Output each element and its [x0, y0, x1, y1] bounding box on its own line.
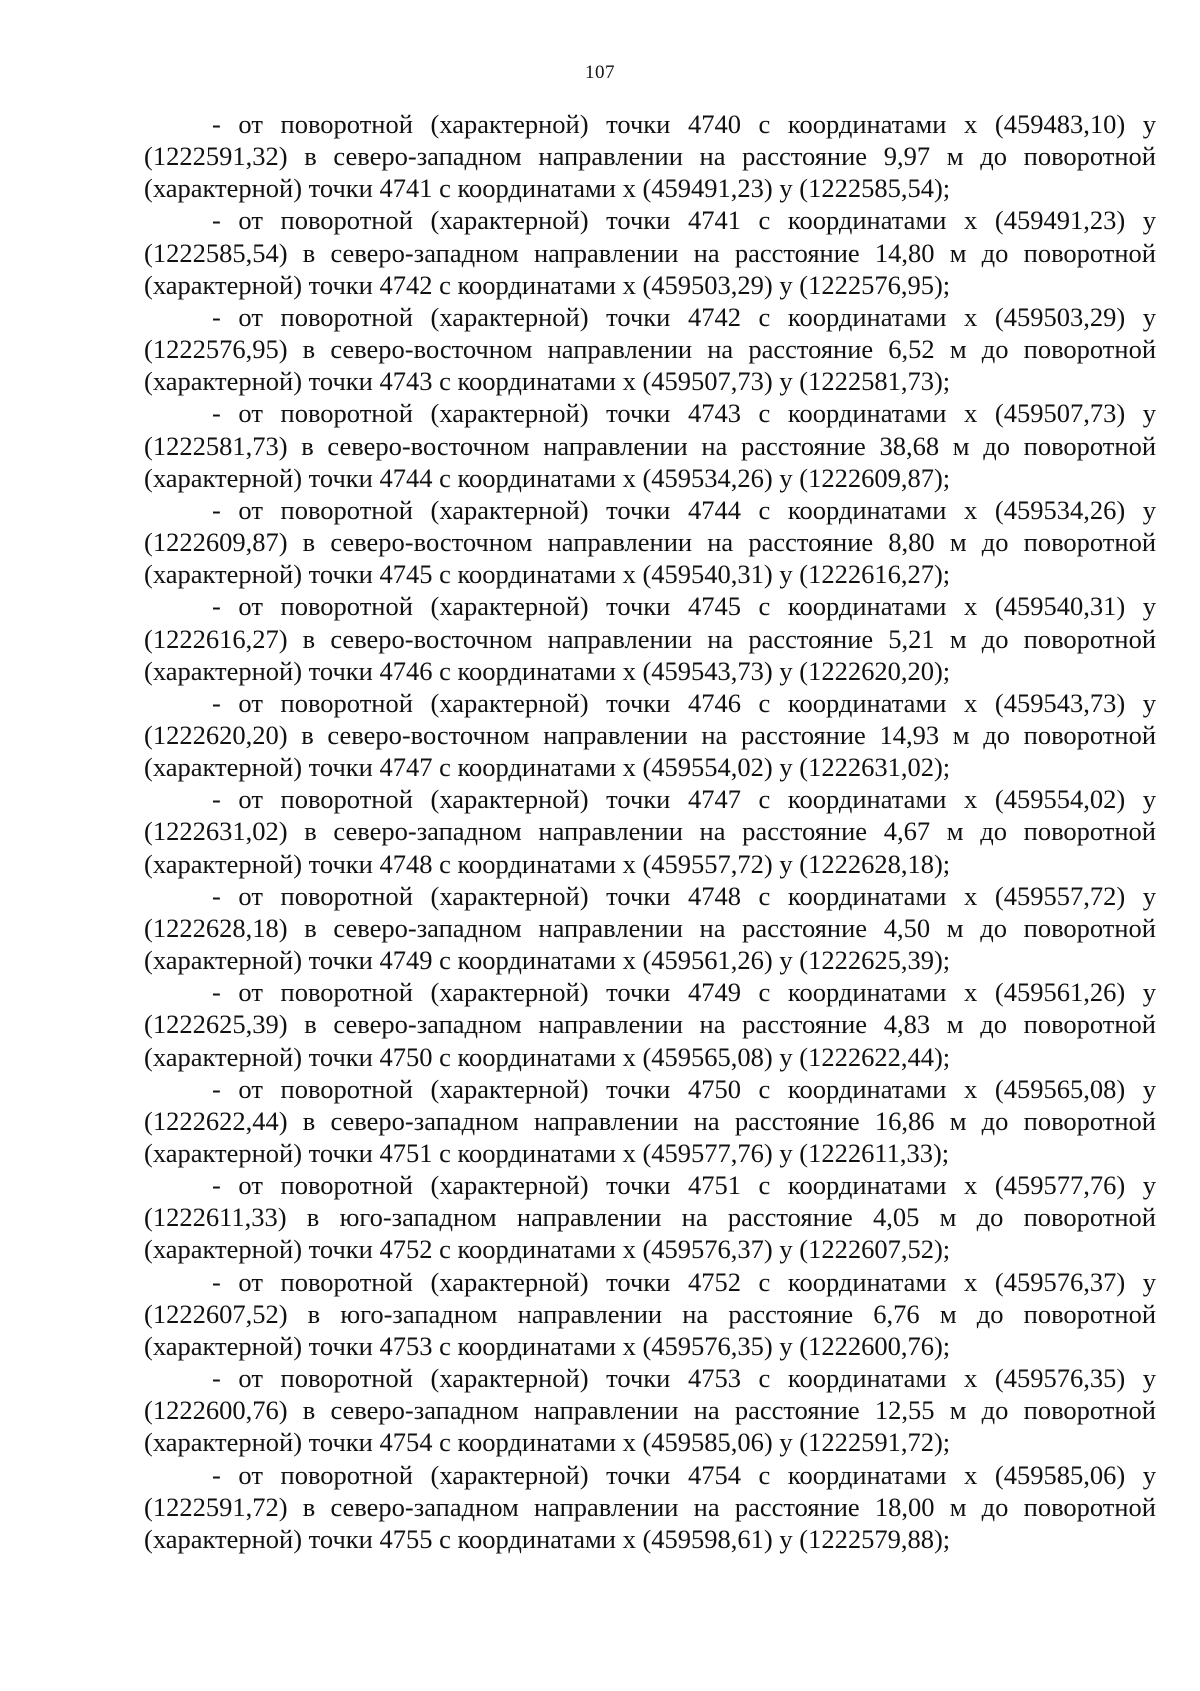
boundary-segment-paragraph: - от поворотной (характерной) точки 4741 с координатами x (459491,23) y (1222585,54) в северо-западном направлении на расстояние 14,80 м до поворотной (характерной) точки 4742 с координатами x (459503,29) y (1222576,95);	[144, 205, 1156, 300]
document-body	[144, 108, 1156, 1555]
boundary-segment-paragraph: - от поворотной (характерной) точки 4744 с координатами x (459534,26) y (1222609,87) в северо-восточном направлении на расстояние 8,80 м до поворотной (характерной) точки 4745 с координатами x (459540,31) y (1222616,27);	[144, 494, 1156, 590]
boundary-segment-paragraph: - от поворотной (характерной) точки 4751 с координатами x (459577,76) y (1222611,33) в юго-западном направлении на расстояние 4,05 м до поворотной (характерной) точки 4752 с координатами x (459576,37) y (1222607,52);	[144, 1170, 1156, 1265]
boundary-segment-paragraph: - от поворотной (характерной) точки 4752 с координатами x (459576,37) y (1222607,52) в юго-западном направлении на расстояние 6,76 м до поворотной (характерной) точки 4753 с координатами x (459576,35) y (1222600,76);	[144, 1266, 1156, 1361]
boundary-segment-paragraph: - от поворотной (характерной) точки 4743 с координатами x (459507,73) y (1222581,73) в северо-восточном направлении на расстояние 38,68 м до поворотной (характерной) точки 4744 с координатами x (459534,26) y (1222609,87);	[144, 398, 1156, 493]
boundary-segment-paragraph: - от поворотной (характерной) точки 4740 с координатами x (459483,10) y (1222591,32) в северо-западном направлении на расстояние 9,97 м до поворотной (характерной) точки 4741 с координатами x (459491,23) y (1222585,54);	[144, 109, 1156, 204]
page-number: 107	[585, 62, 615, 83]
boundary-segment-paragraph: - от поворотной (характерной) точки 4745 с координатами x (459540,31) y (1222616,27) в северо-восточном направлении на расстояние 5,21 м до поворотной (характерной) точки 4746 с координатами x (459543,73) y (1222620,20);	[144, 591, 1156, 686]
boundary-segment-paragraph: - от поворотной (характерной) точки 4754 с координатами x (459585,06) y (1222591,72) в северо-западном направлении на расстояние 18,00 м до поворотной (характерной) точки 4755 с координатами x (459598,61) y (1222579,88);	[144, 1459, 1156, 1554]
boundary-segment-paragraph: - от поворотной (характерной) точки 4748 с координатами x (459557,72) y (1222628,18) в северо-западном направлении на расстояние 4,50 м до поворотной (характерной) точки 4749 с координатами x (459561,26) y (1222625,39);	[144, 880, 1156, 976]
boundary-segment-paragraph: - от поворотной (характерной) точки 4746 с координатами x (459543,73) y (1222620,20) в северо-восточном направлении на расстояние 14,93 м до поворотной (характерной) точки 4747 с координатами x (459554,02) y (1222631,02);	[144, 687, 1156, 783]
boundary-segment-paragraph: - от поворотной (характерной) точки 4753 с координатами x (459576,35) y (1222600,76) в северо-западном направлении на расстояние 12,55 м до поворотной (характерной) точки 4754 с координатами x (459585,06) y (1222591,72);	[144, 1363, 1156, 1458]
boundary-segment-paragraph: - от поворотной (характерной) точки 4742 с координатами x (459503,29) y (1222576,95) в северо-восточном направлении на расстояние 6,52 м до поворотной (характерной) точки 4743 с координатами x (459507,73) y (1222581,73);	[144, 301, 1156, 397]
boundary-segment-paragraph: - от поворотной (характерной) точки 4749 с координатами x (459561,26) y (1222625,39) в северо-западном направлении на расстояние 4,83 м до поворотной (характерной) точки 4750 с координатами x (459565,08) y (1222622,44);	[144, 977, 1156, 1072]
boundary-segment-paragraph: - от поворотной (характерной) точки 4747 с координатами x (459554,02) y (1222631,02) в северо-западном направлении на расстояние 4,67 м до поворотной (характерной) точки 4748 с координатами x (459557,72) y (1222628,18);	[144, 784, 1156, 879]
boundary-segment-paragraph: - от поворотной (характерной) точки 4750 с координатами x (459565,08) y (1222622,44) в северо-западном направлении на расстояние 16,86 м до поворотной (характерной) точки 4751 с координатами x (459577,76) y (1222611,33);	[144, 1073, 1156, 1168]
